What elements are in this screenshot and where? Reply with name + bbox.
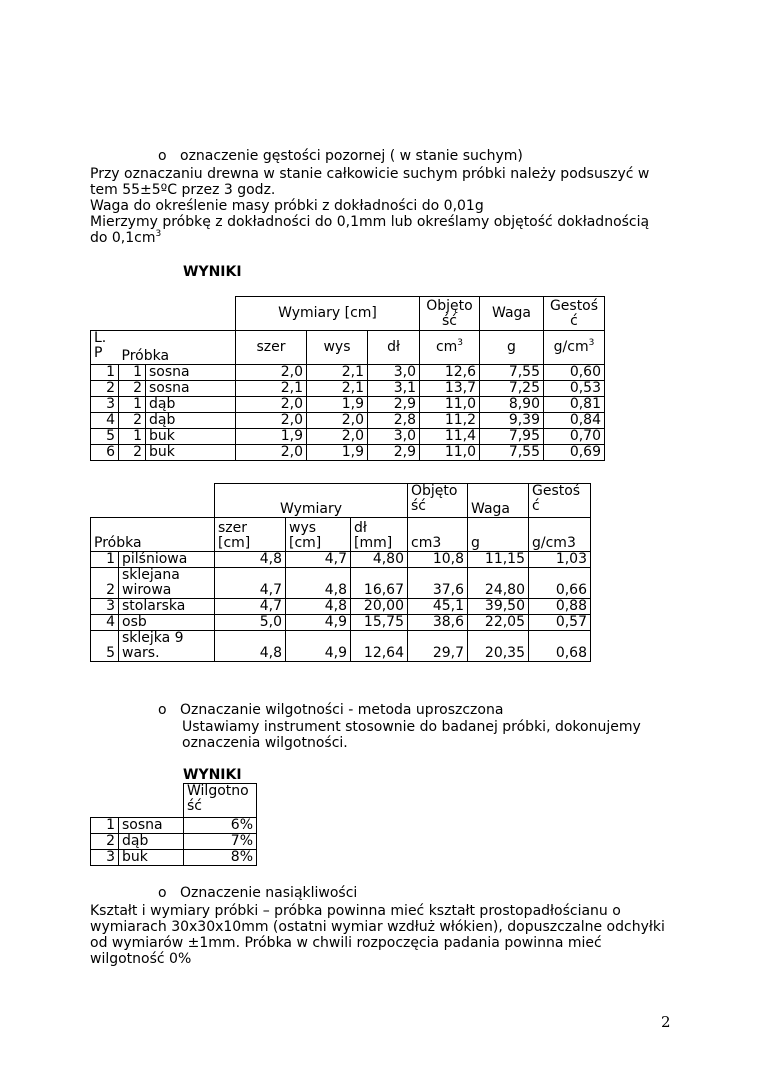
paragraph-line: Przy oznaczaniu drewna w stanie całkowicie suchym próbki należy podsuszyć w bbox=[90, 166, 650, 182]
section-heading-density: o oznaczenie gęstości pozornej ( w stanie suchym) bbox=[158, 148, 523, 164]
table-row: 2 dąb 7% bbox=[91, 834, 257, 850]
boards-table bbox=[90, 483, 591, 662]
bullet-icon: o bbox=[158, 885, 167, 901]
table-row: 3 stolarska 4,7 4,8 20,00 45,1 39,50 0,88 bbox=[91, 599, 591, 615]
density-table bbox=[90, 296, 605, 461]
paragraph-line: wilgotność 0% bbox=[90, 951, 192, 967]
header-height: wys bbox=[307, 331, 368, 365]
results-label: WYNIKI bbox=[183, 264, 242, 280]
header-length: dł bbox=[368, 331, 420, 365]
header-sample: Próbka bbox=[91, 518, 215, 552]
table-row: 5 sklejka 9 wars. 4,8 4,9 12,64 29,7 20,35 0,68 bbox=[91, 631, 591, 662]
header-density: Gestoś ć bbox=[544, 297, 605, 331]
paragraph-line: Ustawiamy instrument stosownie do badanej próbki, dokonujemy bbox=[182, 719, 641, 735]
paragraph-line: do $0,1cm^3$ bbox=[90, 229, 162, 246]
header-volume: Objęto ść bbox=[420, 297, 480, 331]
header-moisture: Wilgotno ść bbox=[184, 784, 257, 818]
header-volume: Objęto ść bbox=[408, 484, 468, 518]
section3-body bbox=[90, 903, 665, 967]
table-row: 4 2 dąb 2,0 2,0 2,8 11,2 9,39 0,84 bbox=[91, 413, 605, 429]
table-row: 1 1 sosna 2,0 2,1 3,0 12,6 7,55 0,60 bbox=[91, 365, 605, 381]
section2-body bbox=[182, 719, 641, 751]
section-heading-moisture: o Oznaczanie wilgotności - metoda uproszczona bbox=[158, 702, 504, 718]
table-row: 1 pilśniowa 4,8 4,7 4,80 10,8 11,15 1,03 bbox=[91, 552, 591, 568]
table-row: 1 sosna 6% bbox=[91, 818, 257, 834]
table-row: 3 1 dąb 2,0 1,9 2,9 11,0 8,90 0,81 bbox=[91, 397, 605, 413]
header-weight: Waga bbox=[480, 297, 544, 331]
section-heading-absorption: o Oznaczenie nasiąkliwości bbox=[158, 885, 358, 901]
paragraph-line: wymiarach 30x30x10mm (ostatni wymiar wzdłuż włókien), dopuszczalne odchyłki bbox=[90, 919, 665, 935]
header-density: Gestoś ć bbox=[529, 484, 591, 518]
header-dimensions: Wymiary [cm] bbox=[236, 297, 420, 331]
unit-weight: g bbox=[468, 518, 529, 552]
bullet-icon: o bbox=[158, 702, 167, 718]
header-weight: Waga bbox=[468, 484, 529, 518]
header-height: wys [cm] bbox=[286, 518, 351, 552]
table-row: 3 buk 8% bbox=[91, 850, 257, 866]
table-row: 4 osb 5,0 4,9 15,75 38,6 22,05 0,57 bbox=[91, 615, 591, 631]
table-row: 6 2 buk 2,0 1,9 2,9 11,0 7,55 0,69 bbox=[91, 445, 605, 461]
paragraph-line: oznaczenia wilgotności. bbox=[182, 735, 348, 751]
bullet-icon: o bbox=[158, 148, 167, 164]
header-sample: Próbka bbox=[119, 331, 236, 365]
table-row: 2 sklejana wirowa 4,7 4,8 16,67 37,6 24,80 0,66 bbox=[91, 568, 591, 599]
paragraph-line: tem 55±5ºC przez 3 godz. bbox=[90, 182, 276, 198]
table-row: 5 1 buk 1,9 2,0 3,0 11,4 7,95 0,70 bbox=[91, 429, 605, 445]
unit-density: $g/cm^3$ bbox=[544, 331, 605, 365]
results-label: WYNIKI bbox=[183, 767, 242, 783]
paragraph-line: od wymiarów ±1mm. Próbka w chwili rozpoczęcia padania powinna mieć bbox=[90, 935, 602, 951]
paragraph-line: Kształt i wymiary próbki – próbka powinna mieć kształt prostopadłościanu o bbox=[90, 903, 621, 919]
header-length: dł [mm] bbox=[351, 518, 408, 552]
moisture-table bbox=[90, 783, 257, 866]
table-row: 2 2 sosna 2,1 2,1 3,1 13,7 7,25 0,53 bbox=[91, 381, 605, 397]
header-width: szer [cm] bbox=[215, 518, 286, 552]
paragraph-line: Waga do określenie masy próbki z dokładności do 0,01g bbox=[90, 198, 484, 214]
unit-density: g/cm3 bbox=[529, 518, 591, 552]
unit-volume: cm3 bbox=[408, 518, 468, 552]
page-number: 2 bbox=[661, 1013, 671, 1031]
unit-volume: $cm^3$ bbox=[420, 331, 480, 365]
header-dimensions: Wymiary bbox=[215, 484, 408, 518]
unit-weight: g bbox=[480, 331, 544, 365]
header-width: szer bbox=[236, 331, 307, 365]
header-lp: L. P bbox=[91, 331, 119, 365]
section1-body bbox=[90, 166, 649, 246]
paragraph-line: Mierzymy próbkę z dokładności do 0,1mm lub określamy objętość dokładnością bbox=[90, 214, 650, 230]
